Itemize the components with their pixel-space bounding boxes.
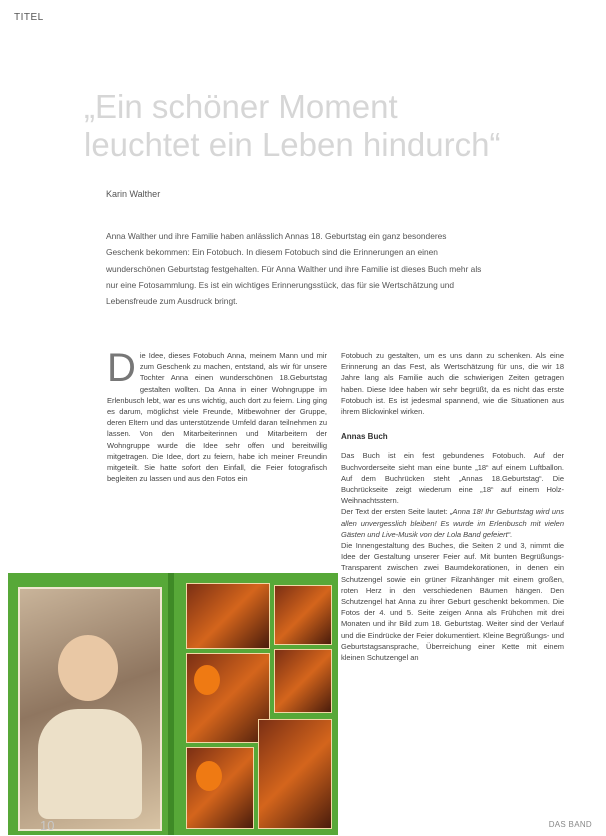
headline-line-1: „Ein schöner Moment <box>84 88 398 125</box>
right-paragraph-3 <box>341 506 564 540</box>
party-photo-2 <box>274 585 332 645</box>
sub-heading-annas-buch: Annas Buch <box>341 432 388 442</box>
headline-line-2: leuchtet ein Leben hindurch“ <box>84 126 501 163</box>
photobook-right-page <box>174 573 338 835</box>
party-photo-4 <box>274 649 332 713</box>
page-number: 10 <box>40 818 55 833</box>
author-name: Karin Walther <box>106 189 161 199</box>
publication-name: DAS BAND <box>548 820 592 829</box>
quote-text: „Anna 18! Ihr Geburtstag wird uns allen unvergesslich bleiben! Es wurde im Erlenbusch mit vielen Gästen und Live-Musik von der Lola Band gefeiert“. <box>341 507 564 539</box>
baby-body-shape <box>38 709 142 819</box>
dropcap-letter: D <box>107 346 136 390</box>
left-paragraph-text: ie Idee, dieses Fotobuch Anna, meinem Mann und mir zum Geschenk zu machen, entstand, als wir für unsere Tochter Anna einen wunderschönen 18.Geburtstag gestalten wollten. Da Anna in einer Wohngruppe im Erlenbusch lebt, war es uns wichtig, auch dort zu feiern. Ling ging es darum, möglichst viele Freunde, Mitbewohner der Gruppe, deren Eltern und das unterstützende Umfeld daran teilnehmen zu lassen. Von den Mitarbeiterinnen und Mitarbeitern der Wohngruppe wurde die Idee sehr offen und bereitwillig mitgetragen. Die Idee, dort zu feiern, habe ich meiner Freundin mitgeteilt. Sie hatte sofort den Einfall, die Feier fotografisch begleiten zu lassen und aus den Fotos ein <box>107 351 327 484</box>
party-photo-6 <box>258 719 332 829</box>
party-photo-5 <box>186 747 254 829</box>
baby-photo <box>18 587 162 831</box>
headline <box>84 88 599 164</box>
right-paragraph-4: Die Innengestaltung des Buches, die Seiten 2 und 3, nimmt die Idee der Gestaltung unserer Feier auf. Mit bunten Begrüßungs-Transparent zwischen zwei Baumdekorationen, in denen ein Schutzengel sowie ein grüner Filzanhänger mit einem großen, roten Herz in den verschiedenen Bäumen hängen. Den Schutzengel hat Anna zu ihrer Geburt geschenkt bekommen. Die Fotos der 4. und 5. Seite zeigen Anna als Frühchen mit drei Monaten und ihr Bild zum 18. Geburtstag. Weiter sind der Verlauf und die Eindrücke der Feier dokumentiert. Kleine Begrüßungs- und Geburtstagsansprache, Überreichung einer Kette mit einem kleinen Schutzengel an <box>341 541 564 663</box>
quote-lead: Der Text der ersten Seite lautet: <box>341 507 451 517</box>
left-text-column <box>107 346 327 484</box>
right-paragraph-2: Das Buch ist ein fest gebundenes Fotobuch. Auf der Buchvorderseite sieht man eine bunte „18“ auf einem Luftballon. Auf dem Buchrücken steht „Annas 18.Geburtstag“. Die Buchrückseite zeigt wiederum eine „18“ auf einem Holz-Weihnachtsstern. <box>341 451 564 506</box>
intro-paragraph: Anna Walther und ihre Familie haben anlässlich Annas 18. Geburtstag ein ganz besonderes Geschenk bekommen: Ein Fotobuch. In diesem Fotobuch sind die Erinnerungen an einen wunderschönen Geburtstag festgehalten. Für Anna Walther und ihre Familie ist dieses Buch mehr als nur eine Fotosammlung. Es ist ein wichtiges Erinnerungsstück, das für sie Wertschätzung und Lebensfreude zum Ausdruck bringt. <box>106 231 482 307</box>
photobook-spread-image <box>8 573 338 835</box>
right-paragraph-1: Fotobuch zu gestalten, um es uns dann zu schenken. Als eine Erinnerung an das Fest, als Wertschätzung für uns, die wir 18 Jahre lang als Familie auch die schwierigen Zeiten getragen haben. Diese Idee haben wir sehr begrüßt, da es nicht das erste Fotobuch ist. Es ist jedesmal spannend, wie die Situationen aus ihrem Blickwinkel wirken. <box>341 351 564 417</box>
right-text-column <box>341 350 564 663</box>
baby-face-shape <box>58 635 118 701</box>
orange-balloon-1 <box>194 665 220 695</box>
left-paragraph <box>107 346 327 484</box>
party-photo-1 <box>186 583 270 649</box>
orange-balloon-2 <box>196 761 222 791</box>
section-label: TITEL <box>14 12 44 23</box>
